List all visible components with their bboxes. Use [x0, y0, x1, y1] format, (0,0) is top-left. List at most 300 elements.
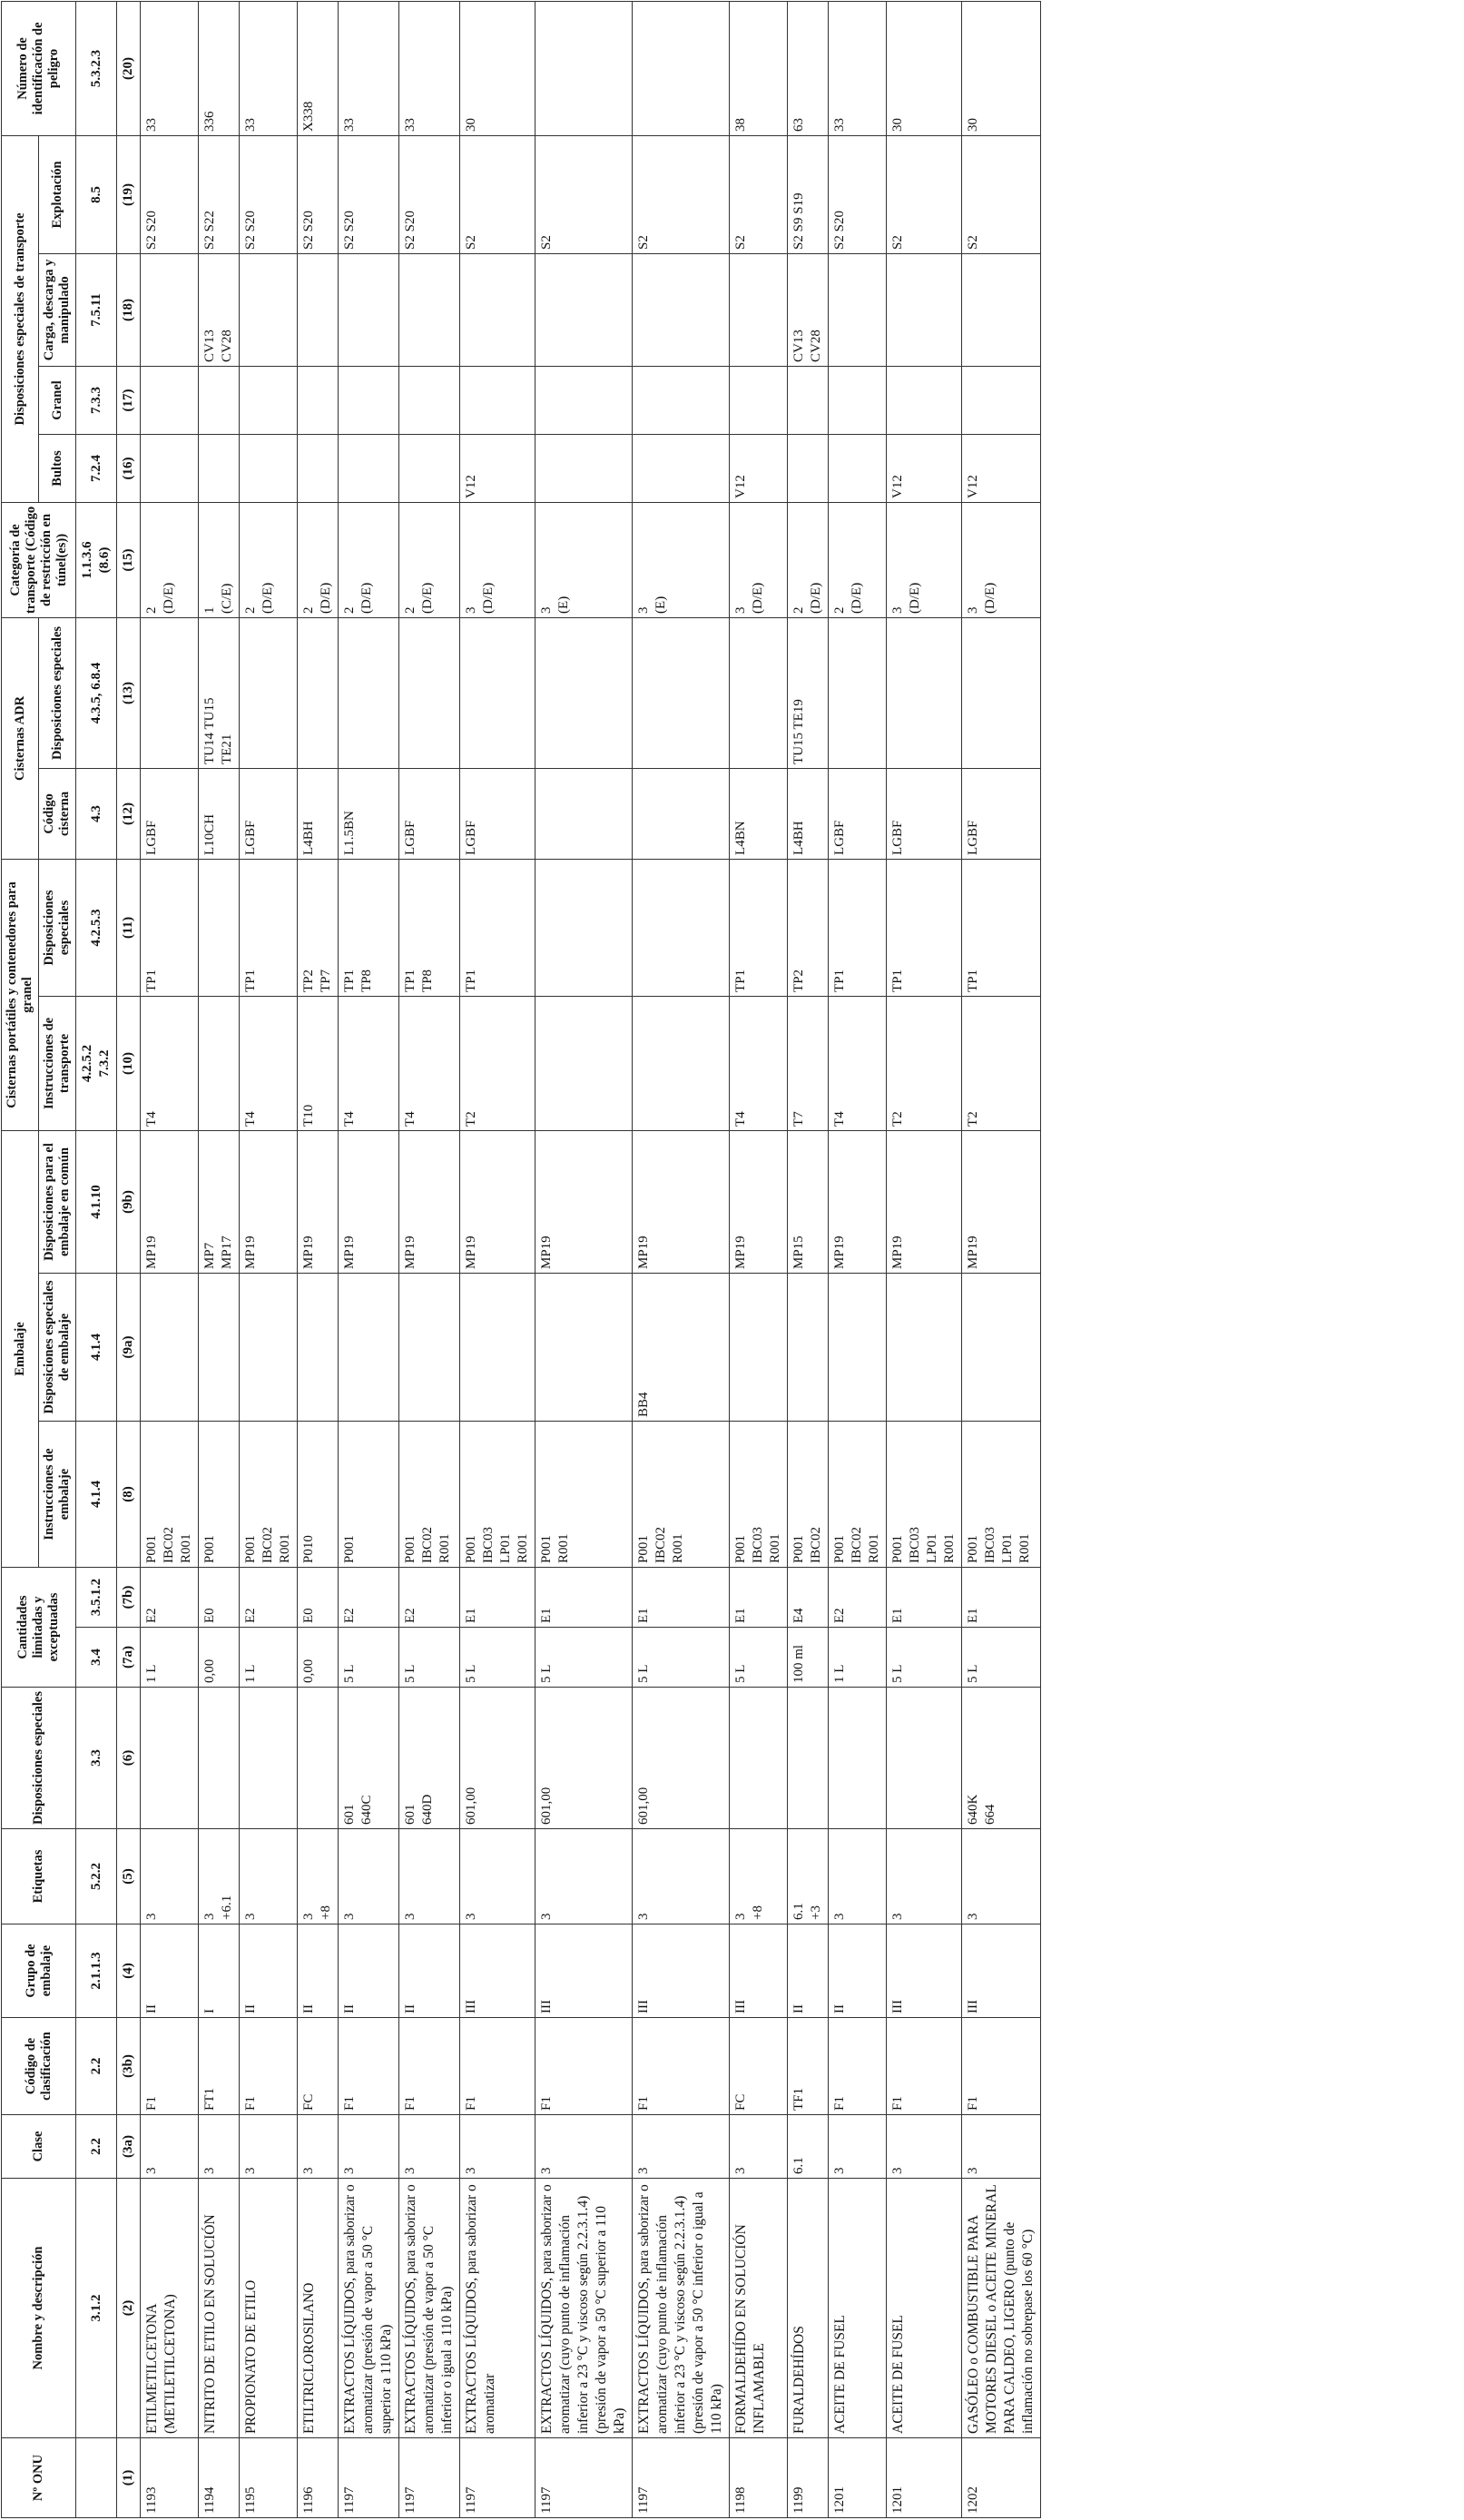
table-row-cell	[141, 434, 199, 502]
table-row-cell: 5 L	[460, 1628, 535, 1688]
table-row-cell: E2	[240, 1568, 298, 1628]
table-row-cell: S2	[460, 135, 535, 253]
table-row-cell	[535, 434, 633, 502]
reference-row-cell: 4.1.10	[76, 1130, 117, 1273]
table-row-cell: P001 IBC03 LP01 R001	[460, 1422, 535, 1568]
table-row	[788, 1, 829, 2517]
table-row-cell: CV13 CV28	[788, 253, 829, 366]
table-row-cell	[829, 366, 887, 434]
table-row-cell: 601,00	[460, 1688, 535, 1829]
table-row-cell	[298, 366, 339, 434]
table-row-cell: F1	[633, 2018, 730, 2115]
column-number-row-cell: (1)	[117, 2438, 141, 2518]
reference-row-cell: 3.5.1.2	[76, 1568, 117, 1628]
table-row-cell: X338	[298, 1, 339, 135]
table-row-cell: E1	[730, 1568, 788, 1628]
column-number-row-cell: (4)	[117, 1924, 141, 2018]
table-row-cell: 3	[199, 2115, 240, 2179]
table-row-cell: LGBF	[240, 768, 298, 859]
reference-row-cell: 3.4	[76, 1628, 117, 1688]
header-row-1	[2, 1, 39, 2517]
table-row-cell	[829, 434, 887, 502]
reference-row-cell: 8.5	[76, 135, 117, 253]
table-row-cell: TU14 TU15 TE21	[199, 617, 240, 768]
column-number-row-cell: (20)	[117, 1, 141, 135]
table-row-cell	[298, 1688, 339, 1829]
table-row	[962, 1, 1041, 2517]
column-number-row-cell: (17)	[117, 366, 141, 434]
table-row-cell: MP7 MP17	[199, 1130, 240, 1273]
table-row-cell: FURALDEHÍDOS	[788, 2179, 829, 2438]
table-row-cell: T2	[460, 996, 535, 1130]
table-row-cell: EXTRACTOS LÍQUIDOS, para saborizar o aromatizar (cuyo punto de inflamación inferior a 23 °C y viscoso según 2.2.3.1.4) (presión de vapor a 50 °C superior a 110 kPa)	[535, 2179, 633, 2438]
table-row-cell: 601 640C	[339, 1688, 399, 1829]
table-row-cell: EXTRACTOS LÍQUIDOS, para saborizar o aromatizar (presión de vapor a 50 °C inferior o igual a 110 kPa)	[399, 2179, 460, 2438]
table-row-cell	[339, 253, 399, 366]
header-disp-transporte: Disposiciones especiales de transporte	[2, 135, 39, 502]
table-row-cell: 3 (E)	[535, 502, 633, 617]
header-disp-esp-cp: Disposiciones especiales	[39, 859, 76, 996]
table-row-cell: 30	[460, 1, 535, 135]
table-body	[76, 1, 1041, 2517]
table-row-cell: P001 IBC02 R001	[240, 1422, 298, 1568]
table-row-cell	[460, 1274, 535, 1422]
table-row-cell: E2	[829, 1568, 887, 1628]
table-row-cell	[460, 366, 535, 434]
table-row-cell: P010	[298, 1422, 339, 1568]
table-row-cell: P001 R001	[535, 1422, 633, 1568]
table-row-cell: E1	[962, 1568, 1041, 1628]
table-row-cell	[829, 617, 887, 768]
table-row-cell: 3	[829, 2115, 887, 2179]
table-row-cell	[887, 617, 962, 768]
table-row-cell: 2 (D/E)	[339, 502, 399, 617]
table-row-cell: 33	[339, 1, 399, 135]
table-row-cell: F1	[399, 2018, 460, 2115]
table-row-cell: E2	[339, 1568, 399, 1628]
table-row-cell	[240, 1688, 298, 1829]
table-row-cell: CV13 CV28	[199, 253, 240, 366]
table-row-cell: 3	[399, 1829, 460, 1924]
table-row-cell	[962, 366, 1041, 434]
column-number-row-cell: (3b)	[117, 2018, 141, 2115]
table-row-cell	[633, 253, 730, 366]
table-row-cell: FORMALDEHÍDO EN SOLUCIÓN INFLAMABLE	[730, 2179, 788, 2438]
table-row-cell	[339, 617, 399, 768]
table-row-cell: S2 S20	[298, 135, 339, 253]
table-row-cell: S2	[730, 135, 788, 253]
table-row-cell	[962, 617, 1041, 768]
table-row-cell: 5 L	[633, 1628, 730, 1688]
table-row-cell: 3 (D/E)	[962, 502, 1041, 617]
table-row-cell: 3	[962, 2115, 1041, 2179]
table-row-cell: S2	[962, 135, 1041, 253]
table-row-cell: S2 S20	[829, 135, 887, 253]
header-onu: Nº ONU	[2, 2438, 76, 2518]
table-row-cell	[887, 366, 962, 434]
table-row-cell: MP19	[399, 1130, 460, 1273]
table-row-cell: 1197	[339, 2438, 399, 2518]
reference-row-cell: 2.2	[76, 2018, 117, 2115]
table-row-cell	[829, 253, 887, 366]
reference-row	[76, 1, 117, 2517]
table-row-cell: F1	[141, 2018, 199, 2115]
table-row-cell: T2	[887, 996, 962, 1130]
column-number-row-cell: (12)	[117, 768, 141, 859]
table-row-cell: 3 +8	[298, 1829, 339, 1924]
table-row-cell: MP19	[633, 1130, 730, 1273]
table-row-cell: MP19	[962, 1130, 1041, 1273]
table-row-cell: 2 (D/E)	[298, 502, 339, 617]
table-row-cell	[730, 253, 788, 366]
table-row-cell: S2	[633, 135, 730, 253]
column-number-row-cell: (6)	[117, 1688, 141, 1829]
reference-row-cell: 7.3.3	[76, 366, 117, 434]
table-row-cell	[535, 859, 633, 996]
reference-row-cell: 3.1.2	[76, 2179, 117, 2438]
table-row-cell: T4	[399, 996, 460, 1130]
table-row-cell	[339, 434, 399, 502]
table-row-cell: F1	[962, 2018, 1041, 2115]
table-row-cell: 33	[141, 1, 199, 135]
table-row-cell: III	[633, 1924, 730, 2018]
table-row-cell: TP1	[829, 859, 887, 996]
table-row-cell	[199, 1688, 240, 1829]
table-row-cell	[199, 996, 240, 1130]
table-row-cell: 3 (D/E)	[887, 502, 962, 617]
table-row-cell: 2 (D/E)	[240, 502, 298, 617]
table-row-cell: E1	[633, 1568, 730, 1628]
table-row	[460, 1, 535, 2517]
table-row-cell	[730, 1274, 788, 1422]
table-row-cell: 3	[887, 2115, 962, 2179]
table-row-cell: 100 ml	[788, 1628, 829, 1688]
reference-row-cell: 2.2	[76, 2115, 117, 2179]
table-row-cell: PROPIONATO DE ETILO	[240, 2179, 298, 2438]
table-row-cell: S2 S22	[199, 135, 240, 253]
table-row	[887, 1, 962, 2517]
table-row-cell	[141, 617, 199, 768]
table-row-cell: 3	[339, 1829, 399, 1924]
table-row-cell: NITRITO DE ETILO EN SOLUCIÓN	[199, 2179, 240, 2438]
table-row-cell: F1	[460, 2018, 535, 2115]
table-row-cell	[633, 366, 730, 434]
column-number-row-cell: (18)	[117, 253, 141, 366]
column-number-row-cell: (10)	[117, 996, 141, 1130]
table-row-cell	[460, 253, 535, 366]
table-row-cell	[399, 253, 460, 366]
header-codigo: Código de clasificación	[2, 2018, 76, 2115]
table-row-cell: II	[339, 1924, 399, 2018]
table-row-cell: 601,00	[535, 1688, 633, 1829]
table-row-cell: 640K 664	[962, 1688, 1041, 1829]
table-row-cell: T4	[829, 996, 887, 1130]
reference-row-cell: 4.3.5, 6.8.4	[76, 617, 117, 768]
table-row-cell	[730, 366, 788, 434]
table-row-cell: E1	[887, 1568, 962, 1628]
column-number-row-cell: (7a)	[117, 1628, 141, 1688]
table-row-cell: TP1	[141, 859, 199, 996]
table-row-cell: T4	[339, 996, 399, 1130]
table-row-cell: P001	[339, 1422, 399, 1568]
table-row-cell: S2	[887, 135, 962, 253]
table-row-cell: P001 IBC02 R001	[829, 1422, 887, 1568]
table-row-cell: S2 S20	[399, 135, 460, 253]
table-row	[339, 1, 399, 2517]
reference-row-cell: 4.3	[76, 768, 117, 859]
table-row-cell	[298, 253, 339, 366]
table-row-cell: 2 (D/E)	[399, 502, 460, 617]
table-row-cell: 3	[240, 1829, 298, 1924]
header-codigo-cisterna: Código cisterna	[39, 768, 76, 859]
table-row-cell	[788, 1274, 829, 1422]
table-row-cell: 1197	[633, 2438, 730, 2518]
header-grupo: Grupo de embalaje	[2, 1924, 76, 2018]
table-row-cell: E0	[298, 1568, 339, 1628]
table-row-cell	[199, 859, 240, 996]
table-row-cell: II	[141, 1924, 199, 2018]
header-granel: Granel	[39, 366, 76, 434]
header-instr-embalaje: Instrucciones de embalaje	[39, 1422, 76, 1568]
reference-row-cell: 1.1.3.6 (8.6)	[76, 502, 117, 617]
table-row-cell: 33	[399, 1, 460, 135]
table-row-cell: 1195	[240, 2438, 298, 2518]
table-row-cell: MP19	[829, 1130, 887, 1273]
table-row-cell: T2	[962, 996, 1041, 1130]
table-row-cell: 1202	[962, 2438, 1041, 2518]
table-row-cell: FC	[730, 2018, 788, 2115]
table-row-cell	[141, 253, 199, 366]
table-row-cell	[535, 996, 633, 1130]
table-row-cell: V12	[962, 434, 1041, 502]
table-row-cell: 1193	[141, 2438, 199, 2518]
column-number-row-cell: (5)	[117, 1829, 141, 1924]
table-row	[199, 1, 240, 2517]
header-cantidades: Cantidades limitadas y exceptuadas	[2, 1568, 76, 1688]
column-number-row-cell: (13)	[117, 617, 141, 768]
table-row-cell: 6.1 +3	[788, 1829, 829, 1924]
header-nombre: Nombre y descripción	[2, 2179, 76, 2438]
table-row-cell: III	[535, 1924, 633, 2018]
table-row-cell: EXTRACTOS LÍQUIDOS, para saborizar o aromatizar (presión de vapor a 50 °C superior a 110 kPa)	[339, 2179, 399, 2438]
table-row-cell: T4	[730, 996, 788, 1130]
header-explotacion: Explotación	[39, 135, 76, 253]
table-row-cell: MP19	[240, 1130, 298, 1273]
table-row-cell: S2 S20	[339, 135, 399, 253]
table-row-cell	[240, 617, 298, 768]
table-row-cell: F1	[887, 2018, 962, 2115]
table-row-cell: 1197	[460, 2438, 535, 2518]
table-row-cell	[199, 434, 240, 502]
table-row-cell	[887, 253, 962, 366]
table-row	[633, 1, 730, 2517]
table-row-cell	[633, 434, 730, 502]
header-cisternas-adr: Cisternas ADR	[2, 617, 39, 859]
reference-row-cell: 5.2.2	[76, 1829, 117, 1924]
table-row-cell: LGBF	[829, 768, 887, 859]
table-row-cell: P001 IBC02 R001	[141, 1422, 199, 1568]
header-peligro: Número de identificación de peligro	[2, 1, 76, 135]
table-row-cell: MP19	[535, 1130, 633, 1273]
table-row-cell	[339, 366, 399, 434]
table-row-cell: V12	[730, 434, 788, 502]
table-row-cell: 1198	[730, 2438, 788, 2518]
table-row-cell	[633, 1, 730, 135]
table-row-cell	[535, 768, 633, 859]
table-row-cell	[141, 366, 199, 434]
table-row-cell: ACEITE DE FUSEL	[829, 2179, 887, 2438]
table-row-cell: 3	[339, 2115, 399, 2179]
table-row-cell: L1.5BN	[339, 768, 399, 859]
table-row-cell	[633, 996, 730, 1130]
table-row-cell: L4BH	[298, 768, 339, 859]
table-row-cell: 1201	[887, 2438, 962, 2518]
column-number-row	[117, 1, 141, 2517]
table-row-cell: 336	[199, 1, 240, 135]
table-row-cell: II	[240, 1924, 298, 2018]
table-row-cell: E2	[141, 1568, 199, 1628]
header-disp-esp-adr: Disposiciones especiales	[39, 617, 76, 768]
header-carga: Carga, descarga y manipulado	[39, 253, 76, 366]
table-row-cell	[199, 366, 240, 434]
table-row-cell	[535, 1274, 633, 1422]
reference-row-cell: 2.1.1.3	[76, 1924, 117, 2018]
table-row	[399, 1, 460, 2517]
reference-row-cell: 3.3	[76, 1688, 117, 1829]
reference-row-cell	[76, 2438, 117, 2518]
table-row-cell: 30	[887, 1, 962, 135]
column-number-row-cell: (15)	[117, 502, 141, 617]
table-row-cell	[887, 1274, 962, 1422]
table-row-cell: MP19	[141, 1130, 199, 1273]
table-row-cell: P001 IBC02 R001	[633, 1422, 730, 1568]
column-number-row-cell: (2)	[117, 2179, 141, 2438]
table-row-cell: E4	[788, 1568, 829, 1628]
table-row-cell	[788, 434, 829, 502]
table-row-cell: MP19	[339, 1130, 399, 1273]
table-row-cell: V12	[887, 434, 962, 502]
header-categoria: Categoría de transporte (Código de restricción en túnel(es))	[2, 502, 76, 617]
table-row-cell: T4	[141, 996, 199, 1130]
table-row	[730, 1, 788, 2517]
table-row-cell: 3	[141, 1829, 199, 1924]
table-row-cell: TP2	[788, 859, 829, 996]
table-row-cell: 6.1	[788, 2115, 829, 2179]
table-row-cell: S2 S9 S19	[788, 135, 829, 253]
reference-row-cell: 5.3.2.3	[76, 1, 117, 135]
table-row-cell: 1 L	[141, 1628, 199, 1688]
table-row-cell: II	[298, 1924, 339, 2018]
table-row-cell: 3	[240, 2115, 298, 2179]
table-row-cell	[339, 1274, 399, 1422]
table-row-cell: P001 IBC03 LP01 R001	[962, 1422, 1041, 1568]
table-row-cell: EXTRACTOS LÍQUIDOS, para saborizar o aromatizar (cuyo punto de inflamación inferior a 23 °C y viscoso según 2.2.3.1.4) (presión de vapor a 50 °C inferior o igual a 110 kPa)	[633, 2179, 730, 2438]
table-row-cell	[829, 1688, 887, 1829]
table-row-cell: MP19	[730, 1130, 788, 1273]
table-row-cell: 2 (D/E)	[141, 502, 199, 617]
table-row-cell: TP2 TP7	[298, 859, 339, 996]
table-row-cell: 30	[962, 1, 1041, 135]
table-row-cell: TF1	[788, 2018, 829, 2115]
table-row-cell: E1	[460, 1568, 535, 1628]
table-row-cell	[240, 253, 298, 366]
table-row-cell: TP1 TP8	[339, 859, 399, 996]
table-row	[298, 1, 339, 2517]
table-row-cell	[399, 366, 460, 434]
table-row-cell: P001 IBC03 R001	[730, 1422, 788, 1568]
table-row-cell	[962, 1274, 1041, 1422]
table-row-cell: T7	[788, 996, 829, 1130]
table-row-cell: I	[199, 1924, 240, 2018]
table-row-cell: E1	[535, 1568, 633, 1628]
table-row-cell: LGBF	[962, 768, 1041, 859]
table-row-cell: 5 L	[962, 1628, 1041, 1688]
table-row	[829, 1, 887, 2517]
table-row-cell: ACEITE DE FUSEL	[887, 2179, 962, 2438]
table-row-cell: TP1 TP8	[399, 859, 460, 996]
table-row-cell: TP1	[240, 859, 298, 996]
table-row-cell: S2 S20	[240, 135, 298, 253]
table-row-cell: 1197	[535, 2438, 633, 2518]
header-embalaje: Embalaje	[2, 1130, 39, 1567]
table-row-cell: 5 L	[887, 1628, 962, 1688]
table-row-cell: P001	[199, 1422, 240, 1568]
table-row-cell: MP19	[887, 1130, 962, 1273]
table-row-cell: 0,00	[199, 1628, 240, 1688]
table-row-cell	[199, 1274, 240, 1422]
header-cisternas-portatiles: Cisternas portátiles y contenedores para granel	[2, 859, 39, 1130]
reference-row-cell: 7.5.11	[76, 253, 117, 366]
table-row-cell: 5 L	[730, 1628, 788, 1688]
table-row-cell: 1 L	[240, 1628, 298, 1688]
table-row-cell: 3 +6.1	[199, 1829, 240, 1924]
table-row-cell: T4	[240, 996, 298, 1130]
dangerous-goods-table	[1, 1, 1041, 2518]
table-row-cell: TP1	[962, 859, 1041, 996]
column-number-row-cell: (9a)	[117, 1274, 141, 1422]
table-row-cell: 1197	[399, 2438, 460, 2518]
table-row-cell: 3	[460, 2115, 535, 2179]
table-row-cell: LGBF	[460, 768, 535, 859]
table-row-cell: FT1	[199, 2018, 240, 2115]
table-row-cell: 3	[298, 2115, 339, 2179]
table-row	[240, 1, 298, 2517]
table-row-cell: TU15 TE19	[788, 617, 829, 768]
column-number-row-cell: (8)	[117, 1422, 141, 1568]
table-row-cell: II	[399, 1924, 460, 2018]
table-row-cell: 1 (C/E)	[199, 502, 240, 617]
table-row-cell: 3 (D/E)	[460, 502, 535, 617]
column-number-row-cell: (11)	[117, 859, 141, 996]
table-row	[535, 1, 633, 2517]
header-disp-emb-comun: Disposiciones para el embalaje en común	[39, 1130, 76, 1273]
table-row-cell: 601 640D	[399, 1688, 460, 1829]
table-row-cell	[399, 617, 460, 768]
table-row-cell: 3	[887, 1829, 962, 1924]
table-row-cell: 3	[535, 2115, 633, 2179]
table-row-cell: 1196	[298, 2438, 339, 2518]
table-row-cell	[399, 1274, 460, 1422]
header-disp-especiales: Disposiciones especiales	[2, 1688, 76, 1829]
header-disp-esp-embalaje: Disposiciones especiales de embalaje	[39, 1274, 76, 1422]
table-row-cell: F1	[339, 2018, 399, 2115]
table-row-cell: 601,00	[633, 1688, 730, 1829]
table-row-cell: MP19	[298, 1130, 339, 1273]
header-instr-transporte: Instrucciones de transporte	[39, 996, 76, 1130]
reference-row-cell: 4.1.4	[76, 1422, 117, 1568]
table-row-cell: S2	[535, 135, 633, 253]
table-row-cell	[460, 617, 535, 768]
